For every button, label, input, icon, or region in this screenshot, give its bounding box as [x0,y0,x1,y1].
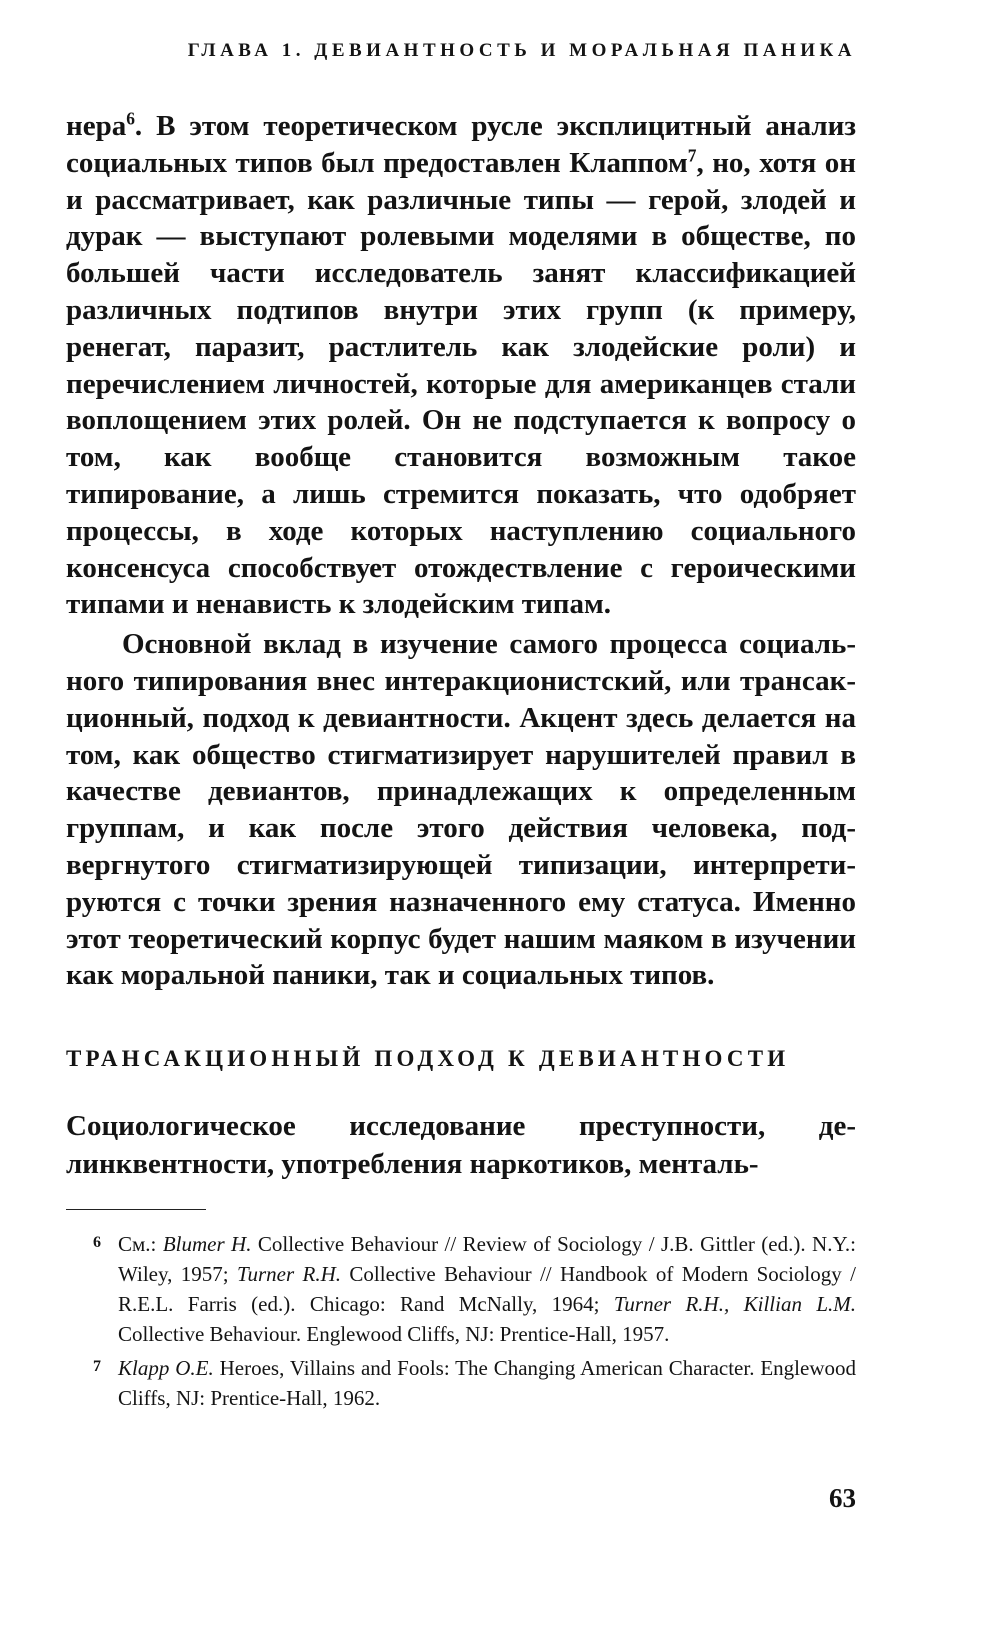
footnote-text: Collective Behaviour // Review of Sociology / J.B. Gittler (ed.). N.Y.: Wiley, 1957; [118,1232,856,1286]
footnote-author: Turner R.H. [236,1262,342,1286]
footnote-divider [66,1209,206,1210]
footnote-7 [66,1353,856,1413]
footnotes [66,1229,856,1417]
paragraph-text-b: , но, хотя он и рассматривает, как различные типы — герой, злодей и дурак — выступают ролевыми моделями в обществе, по большей части исследователь занят классификацией различных подтипов внутри этих групп (к примеру, ренегат, паразит, растлитель как злодейские роли) и перечислением личностей, которые для американцев стали воплощением этих ролей. Он не подступается к вопросу о том, как вообще становится возможным такое типирование, а лишь стремится показать, что одобряет процессы, в ходе которых наступлению социального консенсуса способствует отождествление с героическими типами и ненависть к злодейским типам. [66,146,857,621]
footnote-author: Klapp O.E. [118,1356,214,1380]
page-number: 63 [829,1483,856,1513]
footnote-mark: 6 [93,1234,101,1251]
section-body [66,1107,856,1183]
paragraph-text-a: . В этом теоретическом русле эксплицитный анализ социальных типов был предоставлен Клаппом [66,110,856,179]
running-head: ГЛАВА 1. ДЕВИАНТНОСТЬ И МОРАЛЬНАЯ ПАНИКА [187,40,856,61]
paragraph-second: Основной вклад в изучение самого процесса социального типирования внес интеракционистский, или трансакционный, подход к девиантности. Акцент здесь делается на том, как общество стигматизирует нарушителей правил в качестве девиантов, принадлежащих к определенным группам, и как после этого действия человека, подвергнутого стигматизирующей типизации, интерпретируются с точки зрения назначенного ему статуса. Именно этот теоретический корпус будет нашим маяком в изучении как моральной паники, так и социальных типов. [66,628,856,992]
main-text [66,108,856,994]
paragraph-lead: нера [66,110,127,142]
footnote-mark: 7 [93,1358,101,1375]
footnote-author: Turner R.H., Killian L.M. [613,1292,856,1316]
section-heading: ТРАНСАКЦИОННЫЙ ПОДХОД К ДЕВИАНТНОСТИ [66,1046,790,1071]
footnote-text: См.: [118,1232,163,1256]
footnote-author: Blumer H. [162,1232,252,1256]
section-paragraph: Социологическое исследование преступности, делинквентности, употребления наркотиков, менталь- [66,1110,856,1180]
footnote-text: Collective Behaviour // Handbook of Modern Sociology / R.E.L. Farris (ed.). Chicago: Rand McNally, 1964; [118,1262,856,1316]
footnote-ref-7[interactable]: 7 [687,145,697,166]
footnote-6 [66,1229,856,1349]
footnote-text: Heroes, Villains and Fools: The Changing American Character. Englewood Cliffs, NJ: Prentice-Hall, 1962. [118,1356,856,1410]
footnote-ref-6[interactable]: 6 [126,108,135,129]
paragraph-continued [66,108,856,623]
footnote-text: Collective Behaviour. Englewood Cliffs, NJ: Prentice-Hall, 1957. [118,1322,670,1346]
